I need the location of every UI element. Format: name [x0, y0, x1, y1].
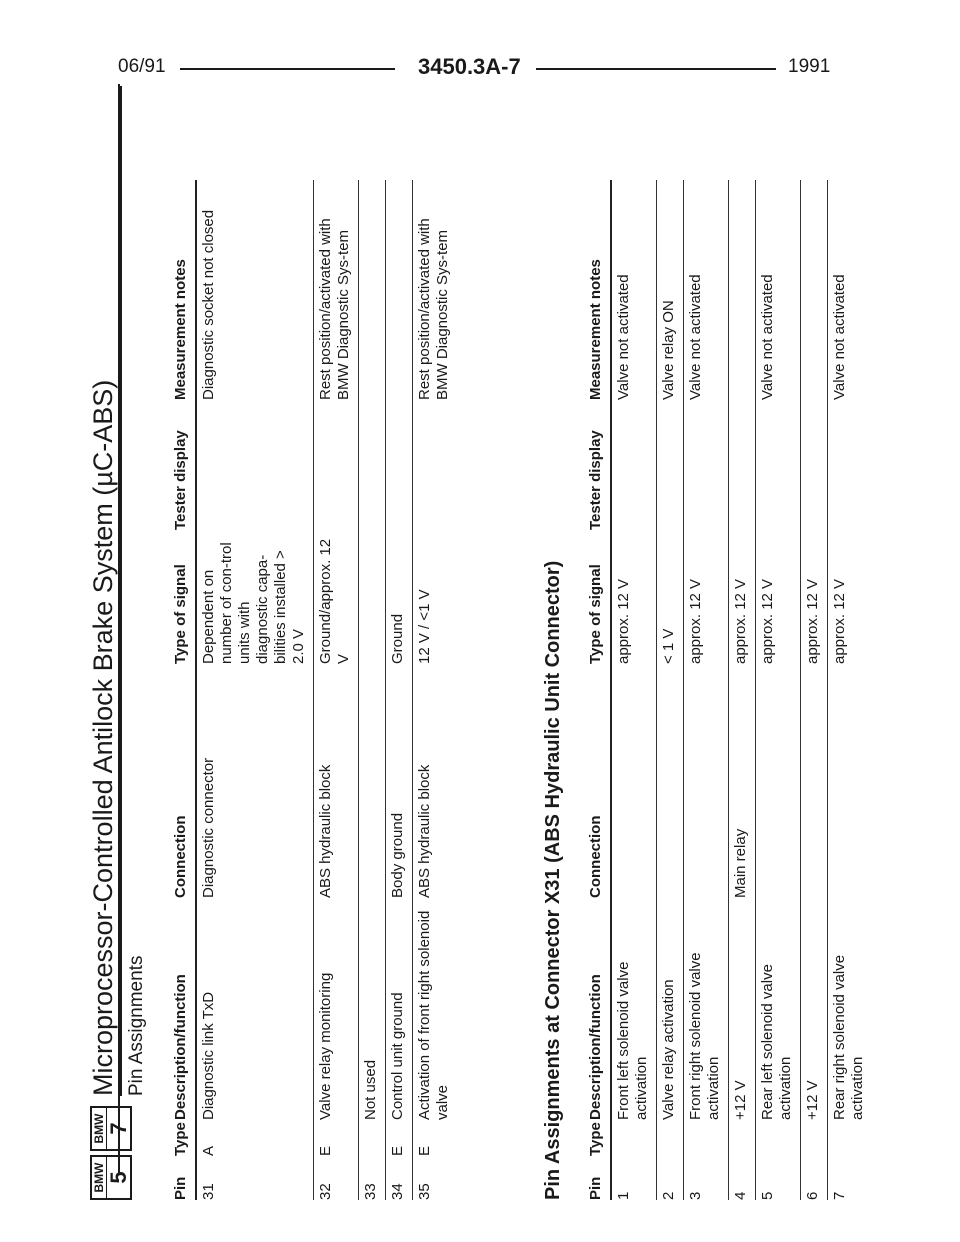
cell-signal [359, 530, 386, 664]
table-header-row [587, 180, 611, 1200]
cell-pin: 32 [314, 1156, 359, 1200]
cell-notes: Valve not activated [756, 180, 801, 400]
cell-pin: 33 [359, 1156, 386, 1200]
col-header-pin: Pin [587, 1156, 611, 1200]
cell-type [657, 1120, 684, 1156]
table-row [359, 180, 386, 1200]
table-header-row [172, 180, 196, 1200]
cell-tester [828, 400, 873, 530]
header-date: 06/91 [118, 56, 166, 77]
cell-tester [386, 400, 413, 530]
cell-tester [314, 400, 359, 530]
cell-tester [756, 400, 801, 530]
cell-connection [756, 664, 801, 898]
section-title-x31: Pin Assignments at Connector X31 (ABS Hydraulic Unit Connector) [542, 560, 564, 1200]
cell-pin: 31 [196, 1156, 314, 1200]
col-header-connection: Connection [172, 664, 196, 898]
cell-type [756, 1120, 801, 1156]
cell-connection [611, 664, 657, 898]
table-row [684, 180, 729, 1200]
col-header-measurement-notes: Measurement notes [172, 180, 196, 400]
cell-description: Front left solenoid valve activation [611, 898, 657, 1120]
cell-signal: < 1 V [657, 530, 684, 664]
title-rule [120, 86, 122, 1096]
cell-connection [684, 664, 729, 898]
cell-description: +12 V [729, 898, 756, 1120]
table-row [196, 180, 314, 1200]
cell-signal: Ground [386, 530, 413, 664]
col-header-type: Type [587, 1120, 611, 1156]
col-header-signal-type: Type of signal [172, 530, 196, 664]
cell-tester [196, 400, 314, 530]
cell-description: Diagnostic link TxD [196, 898, 314, 1120]
cell-description: Control unit ground [386, 898, 413, 1120]
cell-connection: ABS hydraulic block [413, 664, 458, 898]
cell-tester [729, 400, 756, 530]
cell-tester [359, 400, 386, 530]
cell-type [801, 1120, 828, 1156]
cell-signal: approx. 12 V [828, 530, 873, 664]
col-header-description: Description/function [587, 898, 611, 1120]
cell-connection: Body ground [386, 664, 413, 898]
cell-notes: Valve relay ON [657, 180, 684, 400]
col-header-description: Description/function [172, 898, 196, 1120]
cell-connection [801, 664, 828, 898]
cell-type: E [413, 1120, 458, 1156]
header-rule-right [536, 68, 776, 70]
cell-pin: 35 [413, 1156, 458, 1200]
cell-connection: ABS hydraulic block [314, 664, 359, 898]
bmw-badge-7: BMW 7 [90, 1106, 132, 1151]
table-row [801, 180, 828, 1200]
cell-tester [611, 400, 657, 530]
cell-notes [359, 180, 386, 400]
header-rule-left [180, 68, 395, 70]
cell-type: E [386, 1120, 413, 1156]
cell-notes [386, 180, 413, 400]
cell-pin: 5 [756, 1156, 801, 1200]
bmw-badge-5: BMW 5 [90, 1155, 132, 1200]
header-doc-code: 3450.3A-7 [418, 54, 521, 79]
cell-signal: approx. 12 V [611, 530, 657, 664]
cell-notes [729, 180, 756, 400]
col-header-tester-display: Tester display [172, 400, 196, 530]
table-row [386, 180, 413, 1200]
cell-tester [684, 400, 729, 530]
cell-notes: Valve not activated [684, 180, 729, 400]
cell-tester [657, 400, 684, 530]
cell-description: Activation of front right solenoid valve [413, 898, 458, 1120]
cell-signal: approx. 12 V [756, 530, 801, 664]
cell-pin: 4 [729, 1156, 756, 1200]
cell-pin: 3 [684, 1156, 729, 1200]
document-subtitle: Pin Assignments [126, 955, 147, 1096]
header-year: 1991 [788, 56, 831, 77]
table-row [828, 180, 873, 1200]
col-header-pin: Pin [172, 1156, 196, 1200]
cell-signal: 12 V / <1 V [413, 530, 458, 664]
cell-description: Rear right solenoid valve activation [828, 898, 873, 1120]
cell-type [828, 1120, 873, 1156]
bmw-series-logo [90, 1105, 132, 1200]
cell-signal: Dependent on number of con-trol units with diagnostic capa-bilities installed > 2.0 V [196, 530, 314, 664]
cell-description: +12 V [801, 898, 828, 1120]
cell-type [359, 1120, 386, 1156]
cell-signal: approx. 12 V [729, 530, 756, 664]
cell-connection [828, 664, 873, 898]
cell-notes: Valve not activated [611, 180, 657, 400]
cell-connection: Diagnostic connector [196, 664, 314, 898]
col-header-signal-type: Type of signal [587, 530, 611, 664]
cell-type: A [196, 1120, 314, 1156]
cell-notes: Rest position/activated with BMW Diagnostic Sys-tem [413, 180, 458, 400]
cell-pin: 2 [657, 1156, 684, 1200]
rotated-page-content [50, 100, 866, 1200]
cell-pin: 1 [611, 1156, 657, 1200]
cell-signal: approx. 12 V [801, 530, 828, 664]
x31-pin-assignment-table [587, 180, 872, 1200]
cell-notes: Valve not activated [828, 180, 873, 400]
cell-notes [801, 180, 828, 400]
col-header-tester-display: Tester display [587, 400, 611, 530]
cell-pin: 6 [801, 1156, 828, 1200]
cell-tester [413, 400, 458, 530]
cell-connection [359, 664, 386, 898]
cell-description: Rear left solenoid valve activation [756, 898, 801, 1120]
cell-signal: approx. 12 V [684, 530, 729, 664]
cell-type [729, 1120, 756, 1156]
cell-pin: 7 [828, 1156, 873, 1200]
table-row [611, 180, 657, 1200]
cell-notes: Rest position/activated with BMW Diagnostic Sys-tem [314, 180, 359, 400]
col-header-type: Type [172, 1120, 196, 1156]
table-row [756, 180, 801, 1200]
document-title: Microprocessor-Controlled Antilock Brake System (µC-ABS) [88, 379, 118, 1096]
cell-description: Not used [359, 898, 386, 1120]
table-row [729, 180, 756, 1200]
cell-description: Valve relay activation [657, 898, 684, 1120]
table-row [657, 180, 684, 1200]
cell-signal: Ground/approx. 12 V [314, 530, 359, 664]
cell-type [611, 1120, 657, 1156]
table-row [413, 180, 458, 1200]
cell-connection: Main relay [729, 664, 756, 898]
cell-description: Valve relay monitoring [314, 898, 359, 1120]
pin-assignment-table [172, 180, 457, 1200]
cell-type: E [314, 1120, 359, 1156]
col-header-measurement-notes: Measurement notes [587, 180, 611, 400]
cell-pin: 34 [386, 1156, 413, 1200]
col-header-connection: Connection [587, 664, 611, 898]
cell-type [684, 1120, 729, 1156]
table-row [314, 180, 359, 1200]
cell-tester [801, 400, 828, 530]
cell-notes: Diagnostic socket not closed [196, 180, 314, 400]
page-header [118, 54, 858, 84]
cell-description: Front right solenoid valve activation [684, 898, 729, 1120]
cell-connection [657, 664, 684, 898]
